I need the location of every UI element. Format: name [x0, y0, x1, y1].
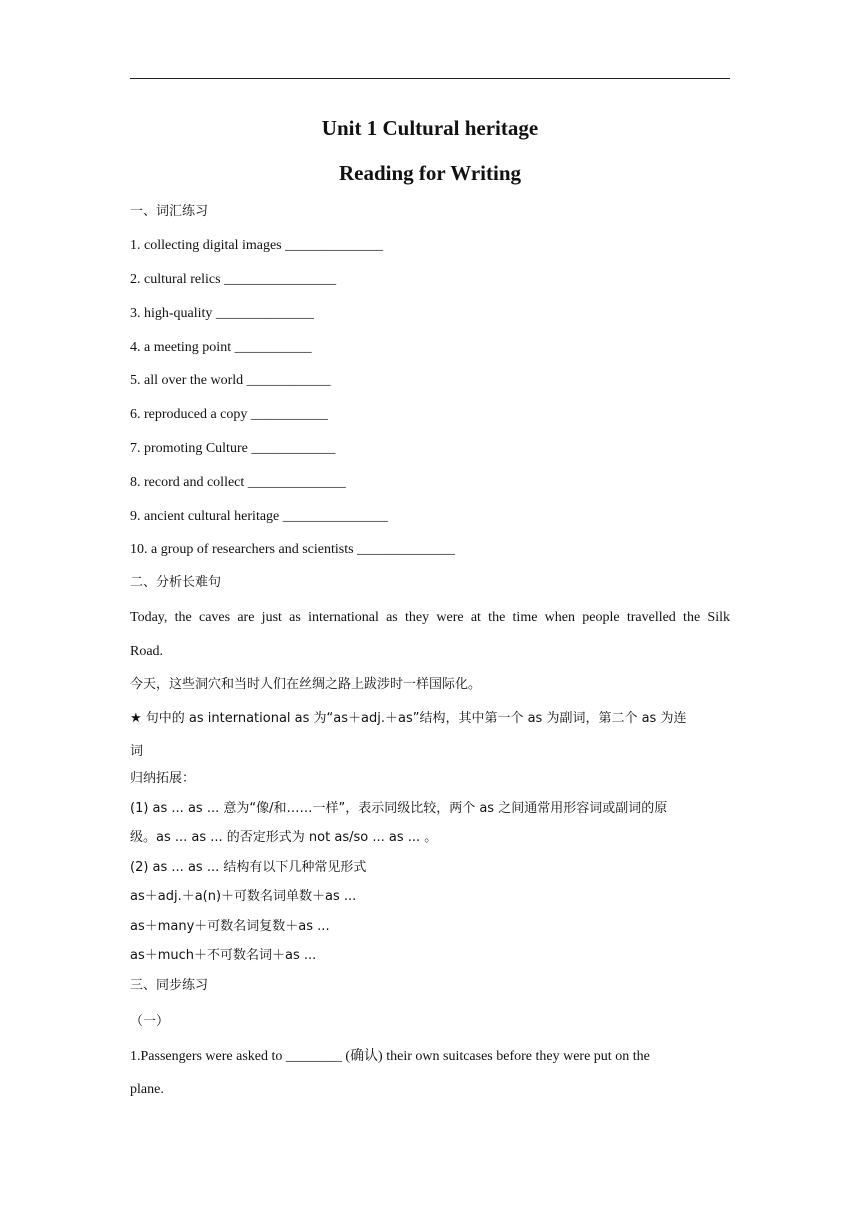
practice-question-line1: 1.Passengers were asked to ________ (确认) their own suitcases before they were put on the	[130, 1049, 650, 1064]
example-sentence-line1: Today, the caves are just as international as they were at the time when people travelled the Silk	[130, 610, 730, 625]
practice-sub-heading: （一）	[130, 1014, 170, 1029]
star-icon: ★	[130, 711, 142, 726]
expand-heading: 归纳拓展：	[130, 771, 196, 786]
vocab-item: 9. ancient cultural heritage _______________	[130, 509, 388, 524]
vocab-item: 2. cultural relics ________________	[130, 272, 337, 287]
document-subtitle: Reading for Writing	[338, 161, 522, 185]
section-heading-practice: 三、同步练习	[130, 978, 209, 993]
vocab-item: 4. a meeting point ___________	[130, 340, 312, 355]
vocab-item: 6. reproduced a copy ___________	[130, 407, 328, 422]
point2: (2) as ... as ... 结构有以下几种常见形式	[130, 860, 367, 875]
vocab-item: 3. high-quality ______________	[130, 306, 314, 321]
form-item: as＋adj.＋a(n)＋可数名词单数＋as ...	[130, 889, 357, 904]
form-item: as＋many＋可数名词复数＋as ...	[130, 919, 330, 934]
vocab-item: 8. record and collect ______________	[130, 475, 346, 490]
sentence-translation: 今天，这些洞穴和当时人们在丝绸之路上跋涉时一样国际化。	[130, 677, 482, 692]
practice-question-line2: plane.	[130, 1082, 164, 1097]
example-sentence-line2: Road.	[130, 644, 164, 659]
point1-line1: (1) as ... as ... 意为“像/和……一样”，表示同级比较，两个 as 之间通常用形容词或副词的原	[130, 801, 668, 816]
grammar-note-line2: 词	[130, 744, 144, 759]
grammar-note-text: 句中的 as international as 为“as＋adj.＋as”结构，其中第一个 as 为副词，第二个 as 为连	[141, 711, 687, 726]
point1-line2: 级。as ... as ... 的否定形式为 not as/so ... as ... 。	[130, 830, 438, 845]
header-rule	[130, 78, 730, 79]
section-heading-vocabulary: 一、词汇练习	[130, 204, 209, 219]
vocab-item: 1. collecting digital images ______________	[130, 238, 384, 253]
section-heading-long-sentence: 二、分析长难句	[130, 575, 222, 590]
vocab-item: 10. a group of researchers and scientists ______________	[130, 542, 456, 557]
vocab-item: 7. promoting Culture ____________	[130, 441, 336, 456]
document-title: Unit 1 Cultural heritage	[321, 116, 539, 140]
vocab-item: 5. all over the world ____________	[130, 373, 331, 388]
form-item: as＋much＋不可数名词＋as ...	[130, 948, 317, 963]
grammar-note-line1	[130, 710, 730, 728]
